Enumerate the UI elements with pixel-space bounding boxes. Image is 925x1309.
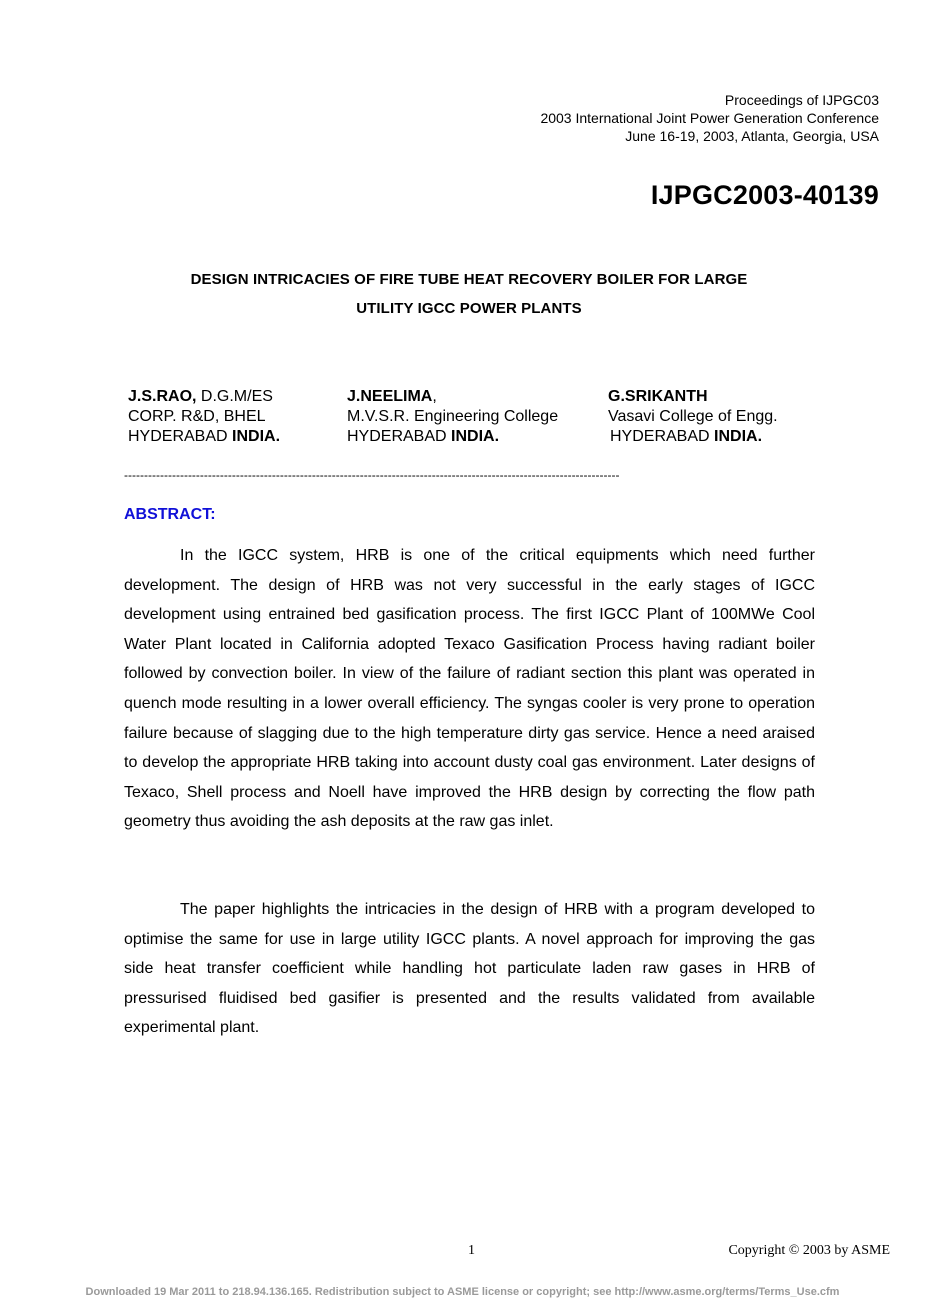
author-2-name: J.NEELIMA: [347, 388, 433, 405]
page-number: 1: [468, 1243, 475, 1258]
proceedings-label: Proceedings of IJPGC03: [724, 92, 879, 108]
author-3-city: HYDERABAD: [610, 428, 715, 445]
section-separator: ----------------------------------------------------------------------------------------------------------------------------: [124, 468, 620, 482]
author-1-country: INDIA.: [232, 428, 281, 445]
author-2-role: ,: [432, 388, 437, 405]
author-3-country: INDIA.: [714, 428, 763, 445]
author-1-role: D.G.M/ES: [196, 388, 273, 405]
author-2-city: HYDERABAD: [347, 428, 452, 445]
date-location-label: June 16-19, 2003, Atlanta, Georgia, USA: [625, 128, 879, 144]
author-3-location: [608, 427, 778, 447]
abstract-paragraph-2: The paper highlights the intricacies in the design of HRB with a program developed to optimise the same for use in large utility IGCC plants. A novel approach for improving the gas side heat transfer coefficient while handling hot particulate laden raw gases in HRB of pressurised fluidised bed gasifier is presented and the results validated from available experimental plant.: [124, 901, 815, 1037]
author-2-name-line: [347, 387, 558, 407]
author-1: [128, 387, 280, 447]
author-1-name-line: [128, 387, 280, 407]
paper-id: IJPGC2003-40139: [650, 180, 879, 210]
abstract-heading: ABSTRACT:: [124, 506, 216, 523]
author-3-name: G.SRIKANTH: [608, 388, 708, 405]
author-2-location: [347, 427, 558, 447]
author-2-affiliation: M.V.S.R. Engineering College: [347, 408, 559, 425]
conference-label: 2003 International Joint Power Generation Conference: [540, 110, 879, 126]
author-2-country: INDIA.: [451, 428, 500, 445]
copyright-notice: Copyright © 2003 by ASME: [728, 1243, 890, 1258]
author-3-affiliation: Vasavi College of Engg.: [608, 408, 778, 425]
abstract-paragraph-1: In the IGCC system, HRB is one of the critical equipments which need further development. The design of HRB was not very successful in the early stages of IGCC development using entrained bed gasification process. The first IGCC Plant of 100MWe Cool Water Plant located in California adopted Texaco Gasification Process having radiant boiler followed by convection boiler. In view of the failure of radiant section this plant was operated in quench mode resulting in a lower overall efficiency. The syngas cooler is very prone to operation failure because of slagging due to the high temperature dirty gas service. Hence a need araised to develop the appropriate HRB taking into account dusty coal gas environment. Later designs of Texaco, Shell process and Noell have improved the HRB design by correcting the flow path geometry thus avoiding the ash deposits at the raw gas inlet.: [124, 547, 815, 831]
paper-title-line-1: DESIGN INTRICACIES OF FIRE TUBE HEAT RECOVERY BOILER FOR LARGE: [190, 271, 748, 288]
paper-title-line-2: UTILITY IGCC POWER PLANTS: [356, 300, 582, 317]
author-1-name: J.S.RAO,: [128, 388, 197, 405]
download-watermark: Downloaded 19 Mar 2011 to 218.94.136.165. Redistribution subject to ASME license or copyright; see http://www.asme.org/terms/Terms_Use.cfm: [85, 1286, 840, 1298]
author-2: [347, 387, 558, 447]
author-1-city: HYDERABAD: [128, 428, 233, 445]
author-3-name-line: [608, 387, 778, 407]
author-3: [608, 387, 778, 447]
author-1-location: [128, 427, 280, 447]
author-1-affiliation: CORP. R&D, BHEL: [128, 408, 266, 425]
